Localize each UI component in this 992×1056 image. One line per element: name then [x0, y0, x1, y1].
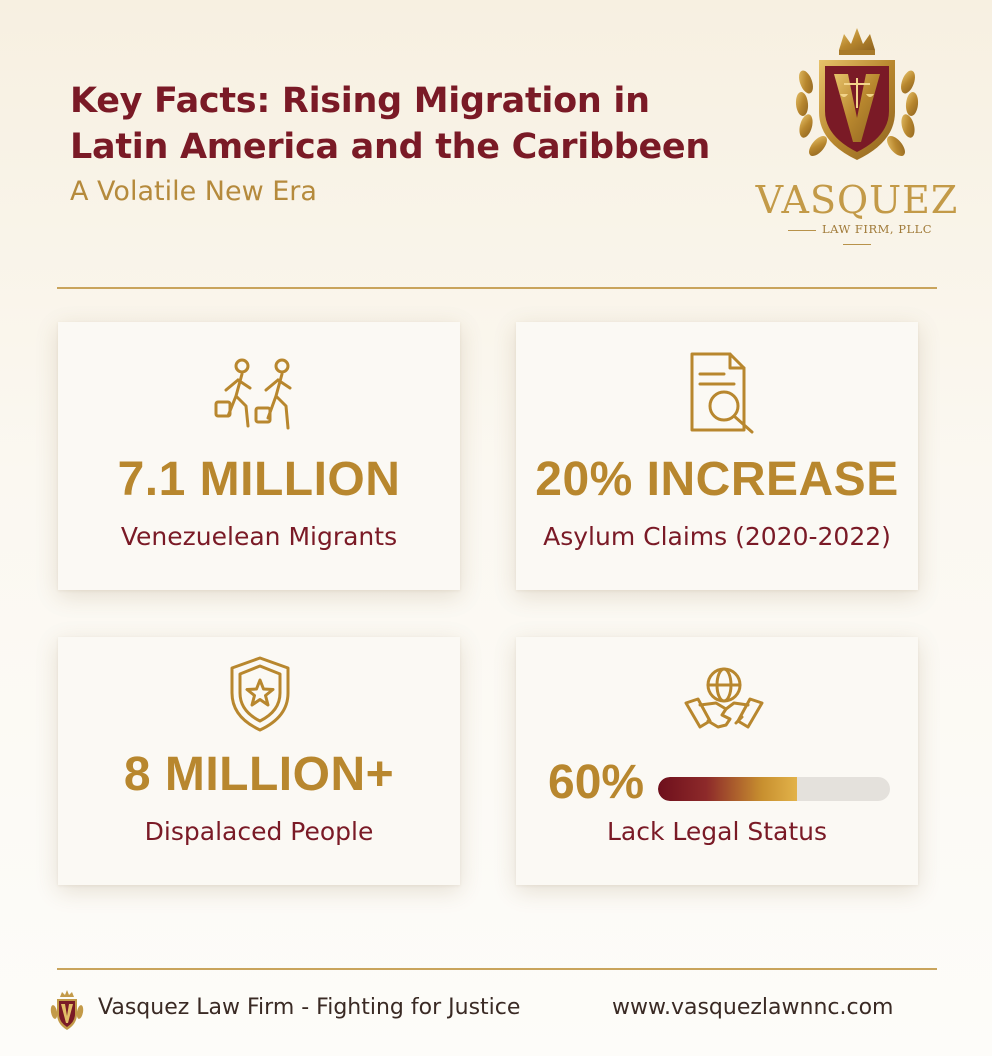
stat-value: 60%: [548, 756, 645, 809]
stat-value: 20% INCREASE: [535, 453, 899, 506]
footer-firm-slogan: Vasquez Law Firm - Fighting for Justice: [98, 995, 521, 1020]
globe-handshake-icon: [682, 665, 766, 739]
stat-value: 7.1 MILLION: [117, 453, 401, 506]
page-subtitle: A Volatile New Era: [70, 176, 317, 207]
walking-migrants-icon: [208, 356, 308, 436]
firm-logo: [752, 22, 962, 236]
footer-crest-icon: [48, 990, 86, 1032]
logo-tagline: LAW FIRM, PLLC: [762, 222, 952, 250]
stat-card-legal-status: [516, 637, 918, 885]
bottom-divider: [57, 968, 937, 970]
stat-card-displaced: [58, 637, 460, 885]
logo-name: VASQUEZ: [755, 178, 959, 222]
footer-website-link[interactable]: www.vasquezlawnnc.com: [612, 995, 894, 1020]
stat-label: Lack Legal Status: [606, 817, 828, 846]
top-divider: [57, 287, 937, 289]
stat-card-asylum: [516, 322, 918, 590]
stat-value: 8 MILLION+: [123, 748, 395, 801]
page-title: Key Facts: Rising Migration in Latin America and the Caribbeen: [70, 81, 710, 167]
progress-fill: [658, 777, 797, 801]
stat-card-migrants: [58, 322, 460, 590]
stat-label: Asylum Claims (2020-2022): [543, 522, 891, 551]
document-search-icon: [684, 350, 764, 438]
shield-star-icon: [228, 655, 292, 733]
progress-track: [658, 777, 890, 801]
stat-label: Dispalaced People: [144, 817, 374, 846]
stat-label: Venezuelean Migrants: [120, 522, 398, 551]
crest-icon: [784, 22, 930, 178]
legal-status-progress: [516, 755, 918, 815]
